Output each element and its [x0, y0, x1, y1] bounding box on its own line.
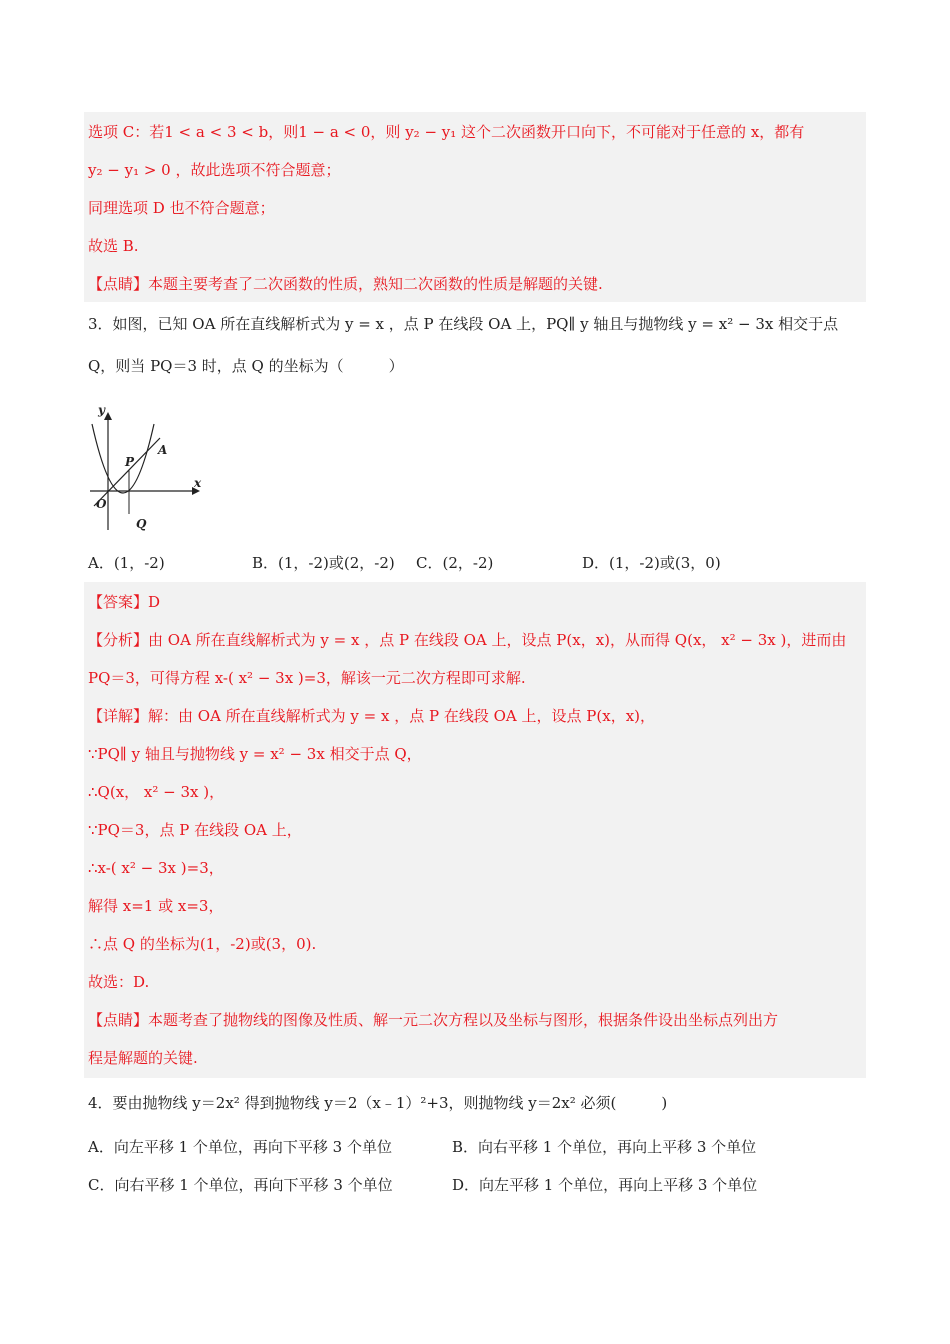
y-axis-arrow — [104, 412, 112, 420]
q3-comment-line2: 程是解题的关键. — [88, 1049, 198, 1067]
q3-stem-line2: Q，则当 PQ＝3 时，点 Q 的坐标为（ ） — [88, 357, 404, 375]
q3-option-b: B．(1，-2)或(2，-2) — [252, 554, 395, 572]
q3-analysis-line2: PQ＝3，可得方程 x-( x² − 3x )=3，解该一元二次方程即可求解. — [88, 669, 526, 687]
q3-figure — [86, 398, 210, 538]
label-o: O — [96, 497, 107, 511]
q2-option-c-analysis: 选项 C：若1 < a < 3 < b，则1 − a < 0，则 y₂ − y₁ 这个二次函数开口向下，不可能对于任意的 x，都有 — [88, 123, 805, 141]
solution-block-q2 — [84, 112, 866, 302]
label-x: x — [194, 476, 202, 490]
q3-answer: 【答案】D — [88, 593, 161, 611]
label-a: A — [158, 443, 168, 457]
q2-option-c-conclusion: y₂ − y₁ > 0 ，故此选项不符合题意； — [88, 161, 341, 179]
q3-detail-line1: 【详解】解：由 OA 所在直线解析式为 y = x ，点 P 在线段 OA 上，设点 P(x，x)， — [88, 707, 656, 725]
q4-option-c: C．向右平移 1 个单位，再向下平移 3 个单位 — [88, 1176, 393, 1194]
q3-detail-line6: 解得 x=1 或 x=3， — [88, 897, 224, 915]
q3-detail-line3: ∴Q(x， x² − 3x )， — [88, 783, 225, 801]
q2-option-d-note: 同理选项 D 也不符合题意； — [88, 199, 275, 217]
parabola-curve — [92, 424, 154, 493]
q3-option-d: D．(1，-2)或(3，0) — [582, 554, 721, 572]
q4-option-a: A．向左平移 1 个单位，再向下平移 3 个单位 — [88, 1138, 392, 1156]
q4-option-d: D．向左平移 1 个单位，再向上平移 3 个单位 — [452, 1176, 758, 1194]
q3-detail-line8: 故选：D. — [88, 973, 150, 991]
label-y: y — [98, 403, 105, 417]
q3-detail-line2: ∵PQ∥ y 轴且与抛物线 y = x² − 3x 相交于点 Q， — [88, 745, 422, 763]
label-q: Q — [136, 517, 147, 531]
line-oa — [94, 438, 160, 506]
q4-stem: 4．要由抛物线 y＝2x² 得到抛物线 y＝2（x﹣1）²+3，则抛物线 y＝2x² 必须( ) — [88, 1094, 668, 1112]
q4-option-b: B．向右平移 1 个单位，再向上平移 3 个单位 — [452, 1138, 757, 1156]
q3-comment-line1: 【点睛】本题考查了抛物线的图像及性质、解一元二次方程以及坐标与图形，根据条件设出坐标点列出方 — [88, 1011, 779, 1029]
q2-comment: 【点睛】本题主要考查了二次函数的性质，熟知二次函数的性质是解题的关键. — [88, 275, 603, 293]
q2-choice: 故选 B. — [88, 237, 139, 255]
q3-detail-line5: ∴x-( x² − 3x )=3， — [88, 859, 224, 877]
q3-detail-line4: ∵PQ＝3，点 P 在线段 OA 上， — [88, 821, 302, 839]
q3-option-c: C．(2，-2) — [416, 554, 494, 572]
q3-option-a: A．(1，-2) — [88, 554, 165, 572]
solution-block-q3 — [84, 582, 866, 1078]
q3-analysis-line1: 【分析】由 OA 所在直线解析式为 y = x ，点 P 在线段 OA 上，设点 P(x，x)，从而得 Q(x， x² − 3x )，进而由 — [88, 631, 847, 649]
q3-detail-line7: ∴点 Q 的坐标为(1，-2)或(3，0). — [88, 935, 317, 953]
q3-stem-line1: 3．如图，已知 OA 所在直线解析式为 y = x ，点 P 在线段 OA 上，PQ∥ y 轴且与抛物线 y = x² − 3x 相交于点 — [88, 315, 839, 333]
label-p: P — [125, 455, 135, 469]
